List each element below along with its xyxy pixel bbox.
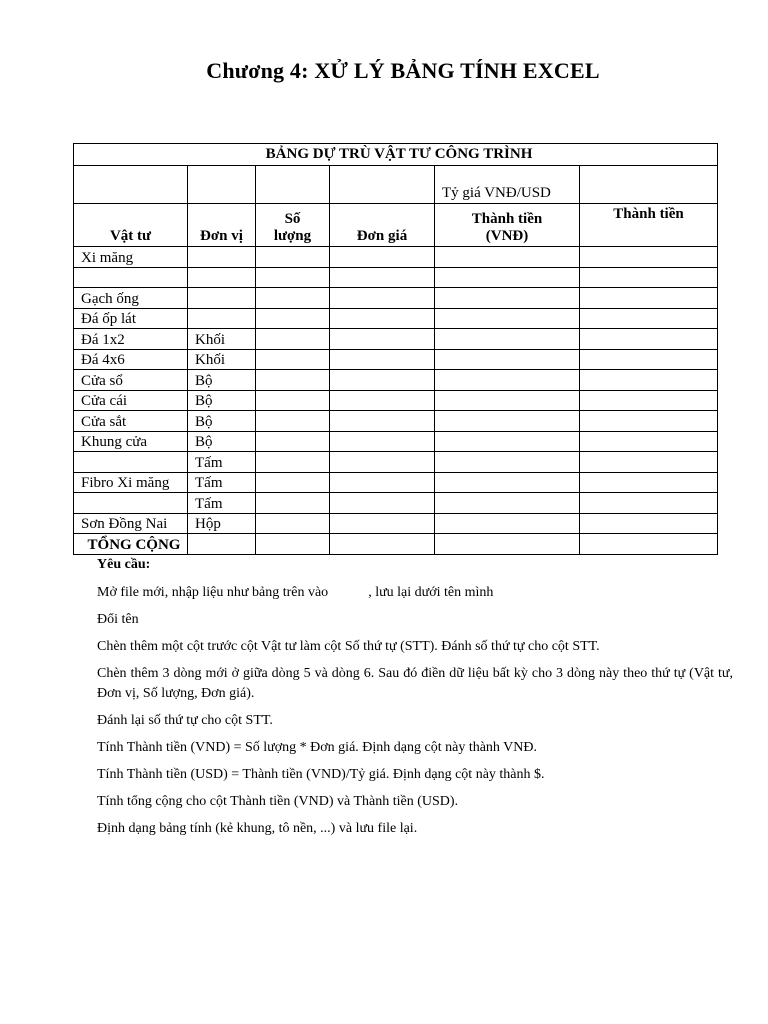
cell-thanh-tien-vnd	[435, 288, 580, 309]
requirement-4: Chèn thêm 3 dòng mới ở giữa dòng 5 và dòng 6. Sau đó điền dữ liệu bất kỳ cho 3 dòng này theo thứ tự (Vật tư, Đơn vị, Số lượng, Đơn giá).	[97, 666, 733, 701]
cell-don-gia	[330, 308, 435, 329]
requirement-6: Tính Thành tiền (VND) = Số lượng * Đơn giá. Định dạng cột này thành VNĐ.	[97, 740, 537, 755]
exchange-rate-label: Tỷ giá VNĐ/USD	[435, 166, 580, 204]
cell-vat-tu: Đá ốp lát	[74, 308, 188, 329]
cell-thanh-tien-vnd	[435, 493, 580, 514]
cell-don-vi	[188, 288, 256, 309]
requirement-7: Tính Thành tiền (USD) = Thành tiền (VND)/Tỷ giá. Định dạng cột này thành $.	[97, 767, 545, 782]
cell-thanh-tien-vnd	[435, 390, 580, 411]
cell-thanh-tien-usd	[580, 267, 718, 288]
table-cell	[188, 166, 256, 204]
table-row	[74, 349, 718, 370]
cell-vat-tu: Khung cửa	[74, 431, 188, 452]
requirement-1: Mở file mới, nhập liệu như bảng trên vào , lưu lại dưới tên mình	[97, 585, 494, 600]
table-row	[74, 411, 718, 432]
cell-vat-tu: Xi măng	[74, 247, 188, 268]
cell-thanh-tien-usd	[580, 472, 718, 493]
cell-vat-tu: Cửa sắt	[74, 411, 188, 432]
cell-don-vi: Tấm	[188, 493, 256, 514]
exchange-rate-value-cell	[580, 166, 718, 204]
requirements-section	[97, 555, 733, 846]
table-cell	[330, 166, 435, 204]
header-don-vi: Đơn vị	[188, 204, 256, 247]
header-thanh-tien-vnd: Thành tiền (VNĐ)	[435, 204, 580, 247]
header-thanh-tien-usd: Thành tiền	[580, 204, 718, 247]
cell-so-luong	[256, 370, 330, 391]
cell-don-gia	[330, 288, 435, 309]
table-row	[74, 452, 718, 473]
cell-don-gia	[330, 431, 435, 452]
cell-so-luong	[256, 431, 330, 452]
table-row	[74, 431, 718, 452]
cell-don-gia	[330, 349, 435, 370]
table-row	[74, 513, 718, 534]
requirement-3: Chèn thêm một cột trước cột Vật tư làm cột Số thứ tự (STT). Đánh số thứ tự cho cột STT.	[97, 639, 600, 654]
cell-so-luong	[256, 411, 330, 432]
table-row	[74, 390, 718, 411]
cell-don-gia	[330, 247, 435, 268]
cell-don-gia	[330, 370, 435, 391]
cell-don-vi: Bộ	[188, 431, 256, 452]
cell-don-vi	[188, 247, 256, 268]
cell-don-gia	[330, 513, 435, 534]
cell-thanh-tien-vnd	[435, 472, 580, 493]
cell-so-luong	[256, 513, 330, 534]
cell-don-gia	[330, 472, 435, 493]
cell-vat-tu: Gạch ống	[74, 288, 188, 309]
cell-thanh-tien-vnd	[435, 513, 580, 534]
cell-thanh-tien-vnd	[435, 308, 580, 329]
cell-thanh-tien-vnd	[435, 267, 580, 288]
cell-thanh-tien-vnd	[435, 370, 580, 391]
cell-don-vi	[188, 308, 256, 329]
cell-so-luong	[256, 329, 330, 350]
header-so-luong: Số lượng	[256, 204, 330, 247]
cell-thanh-tien-usd	[580, 288, 718, 309]
cell-vat-tu	[74, 452, 188, 473]
cell-so-luong	[256, 267, 330, 288]
table-row	[74, 329, 718, 350]
cell-don-gia	[330, 267, 435, 288]
table-cell	[74, 166, 188, 204]
table-caption: BẢNG DỰ TRÙ VẬT TƯ CÔNG TRÌNH	[74, 144, 718, 166]
cell-don-vi: Bộ	[188, 390, 256, 411]
table-row	[74, 308, 718, 329]
cell-don-gia	[330, 329, 435, 350]
total-cell	[330, 534, 435, 555]
cell-don-vi: Hộp	[188, 513, 256, 534]
cell-don-vi	[188, 267, 256, 288]
table-row	[74, 493, 718, 514]
total-label: TỔNG CỘNG	[74, 534, 188, 555]
cell-thanh-tien-usd	[580, 370, 718, 391]
cell-vat-tu	[74, 493, 188, 514]
table-row	[74, 472, 718, 493]
cell-don-gia	[330, 452, 435, 473]
total-cell	[435, 534, 580, 555]
table-cell	[256, 166, 330, 204]
cell-thanh-tien-usd	[580, 513, 718, 534]
table-caption-row	[74, 144, 718, 166]
requirement-5: Đánh lại số thứ tự cho cột STT.	[97, 713, 273, 728]
header-vat-tu: Vật tư	[74, 204, 188, 247]
cell-vat-tu: Đá 4x6	[74, 349, 188, 370]
cell-so-luong	[256, 390, 330, 411]
table-row	[74, 267, 718, 288]
cell-thanh-tien-usd	[580, 431, 718, 452]
cell-thanh-tien-usd	[580, 390, 718, 411]
requirements-label: Yêu cầu:	[97, 557, 151, 572]
cell-don-vi: Bộ	[188, 411, 256, 432]
cell-so-luong	[256, 349, 330, 370]
cell-thanh-tien-vnd	[435, 431, 580, 452]
cell-thanh-tien-vnd	[435, 452, 580, 473]
page-title: Chương 4: XỬ LÝ BẢNG TÍNH EXCEL	[206, 58, 600, 83]
requirement-9: Định dạng bảng tính (kẻ khung, tô nền, ...) và lưu file lại.	[97, 821, 418, 836]
cell-so-luong	[256, 493, 330, 514]
header-don-gia: Đơn giá	[330, 204, 435, 247]
cell-so-luong	[256, 472, 330, 493]
cell-thanh-tien-usd	[580, 452, 718, 473]
cell-vat-tu: Fibro Xi măng	[74, 472, 188, 493]
cell-so-luong	[256, 308, 330, 329]
table-row	[74, 247, 718, 268]
cell-vat-tu: Cửa sổ	[74, 370, 188, 391]
table-row	[74, 370, 718, 391]
total-cell	[188, 534, 256, 555]
cell-thanh-tien-usd	[580, 493, 718, 514]
cell-thanh-tien-vnd	[435, 247, 580, 268]
cell-thanh-tien-usd	[580, 329, 718, 350]
cell-thanh-tien-usd	[580, 349, 718, 370]
requirement-8: Tính tổng cộng cho cột Thành tiền (VND) và Thành tiền (USD).	[97, 794, 459, 809]
cell-don-vi: Khối	[188, 349, 256, 370]
cell-thanh-tien-usd	[580, 247, 718, 268]
cell-vat-tu: Đá 1x2	[74, 329, 188, 350]
table-row	[74, 288, 718, 309]
cell-vat-tu: Cửa cái	[74, 390, 188, 411]
cell-don-vi: Tấm	[188, 452, 256, 473]
header-row	[74, 204, 718, 247]
cell-don-vi: Bộ	[188, 370, 256, 391]
total-cell	[580, 534, 718, 555]
cell-don-gia	[330, 390, 435, 411]
cell-don-vi: Khối	[188, 329, 256, 350]
total-row	[74, 534, 718, 555]
exchange-rate-row	[74, 166, 718, 204]
cell-vat-tu: Sơn Đồng Nai	[74, 513, 188, 534]
cell-thanh-tien-vnd	[435, 349, 580, 370]
total-cell	[256, 534, 330, 555]
cell-vat-tu	[74, 267, 188, 288]
cell-so-luong	[256, 288, 330, 309]
cell-don-gia	[330, 411, 435, 432]
cell-don-vi: Tấm	[188, 472, 256, 493]
material-estimate-table	[73, 143, 718, 555]
cell-thanh-tien-vnd	[435, 329, 580, 350]
requirement-2: Đổi tên	[97, 612, 139, 627]
cell-don-gia	[330, 493, 435, 514]
cell-so-luong	[256, 452, 330, 473]
cell-thanh-tien-usd	[580, 308, 718, 329]
cell-thanh-tien-vnd	[435, 411, 580, 432]
cell-thanh-tien-usd	[580, 411, 718, 432]
cell-so-luong	[256, 247, 330, 268]
